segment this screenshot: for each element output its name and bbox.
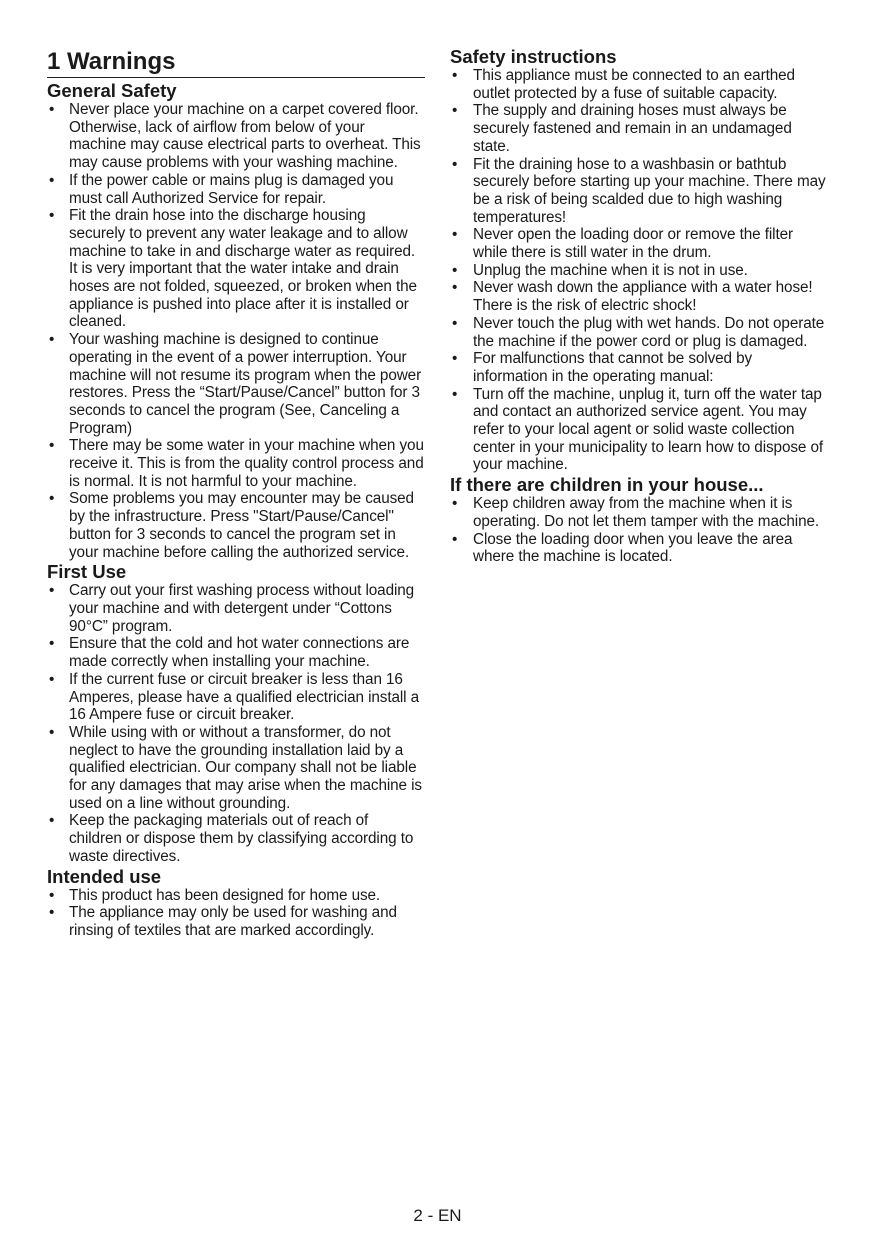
list-item: • Keep children away from the machine when it is operating. Do not let them tamper with the machine. [450,495,828,530]
children-list [450,495,828,566]
list-item: • Keep the packaging materials out of reach of children or dispose them by classifying according to waste directives. [47,812,425,865]
list-item: • The supply and draining hoses must always be securely fastened and remain in an undamaged state. [450,102,828,155]
list-item: • If the power cable or mains plug is damaged you must call Authorized Service for repair. [47,172,425,207]
list-item: • Fit the draining hose to a washbasin or bathtub securely before starting up your machine. There may be a risk of being scalded due to high washing temperatures! [450,156,828,227]
list-item: • Unplug the machine when it is not in use. [450,262,828,280]
intended-use-heading: Intended use [47,865,162,887]
list-item: • The appliance may only be used for washing and rinsing of textiles that are marked accordingly. [47,904,425,939]
list-item: • There may be some water in your machine when you receive it. This is from the quality control process and is normal. It is not harmful to your machine. [47,437,425,490]
general-safety-heading: General Safety [47,80,177,101]
list-item: • Never touch the plug with wet hands. Do not operate the machine if the power cord or plug is damaged. [450,315,828,350]
right-column [450,46,828,566]
list-item: • For malfunctions that cannot be solved by information in the operating manual: [450,350,828,385]
list-item: • Ensure that the cold and hot water connections are made correctly when installing your machine. [47,635,425,670]
list-item: • If the current fuse or circuit breaker is less than 16 Amperes, please have a qualified electrician install a 16 Ampere fuse or circuit breaker. [47,671,425,724]
page-number: 2 - EN [413,1206,462,1225]
list-item: • Some problems you may encounter may be caused by the infrastructure. Press "Start/Pause/Cancel" button for 3 seconds to cancel the program set in your machine before calling the authorized service. [47,490,425,561]
intended-use-list [47,887,425,940]
list-item: • Never open the loading door or remove the filter while there is still water in the drum. [450,226,828,261]
list-item: • Never place your machine on a carpet covered floor. Otherwise, lack of airflow from below of your machine may cause electrical parts to overheat. This may cause problems with your washing machine. [47,101,425,172]
left-column [47,46,425,940]
first-use-heading: First Use [47,561,127,583]
general-safety-list [47,101,425,561]
safety-instructions-list [450,67,828,474]
first-use-list [47,582,425,865]
list-item: • Turn off the machine, unplug it, turn off the water tap and contact an authorized service agent. You may refer to your local agent or solid waste collection center in your municipality to learn how to dispose of your machine. [450,386,828,475]
list-item: • Close the loading door when you leave the area where the machine is located. [450,531,828,566]
list-item: • Carry out your first washing process without loading your machine and with detergent under “Cottons 90°C” program. [47,582,425,635]
list-item: • Fit the drain hose into the discharge housing securely to prevent any water leakage and to allow machine to take in and discharge water as required. It is very important that the water intake and drain hoses are not folded, squeezed, or broken when the appliance is pushed into place after it is installed or cleaned. [47,207,425,331]
list-item: • While using with or without a transformer, do not neglect to have the grounding installation laid by a qualified electrician. Our company shall not be liable for any damages that may arise when the machine is used on a line without grounding. [47,724,425,813]
list-item: • This appliance must be connected to an earthed outlet protected by a fuse of suitable capacity. [450,67,828,102]
safety-instructions-heading: Safety instructions [450,46,617,67]
list-item: • Your washing machine is designed to continue operating in the event of a power interruption. Your machine will not resume its program when the power restores. Press the “Start/Pause/Cancel” button for 3 seconds to cancel the program (See, Canceling a Program) [47,331,425,437]
list-item: • This product has been designed for home use. [47,887,425,905]
list-item: • Never wash down the appliance with a water hose! There is the risk of electric shock! [450,279,828,314]
children-heading: If there are children in your house... [450,474,764,496]
chapter-title: 1 Warnings [47,46,425,78]
